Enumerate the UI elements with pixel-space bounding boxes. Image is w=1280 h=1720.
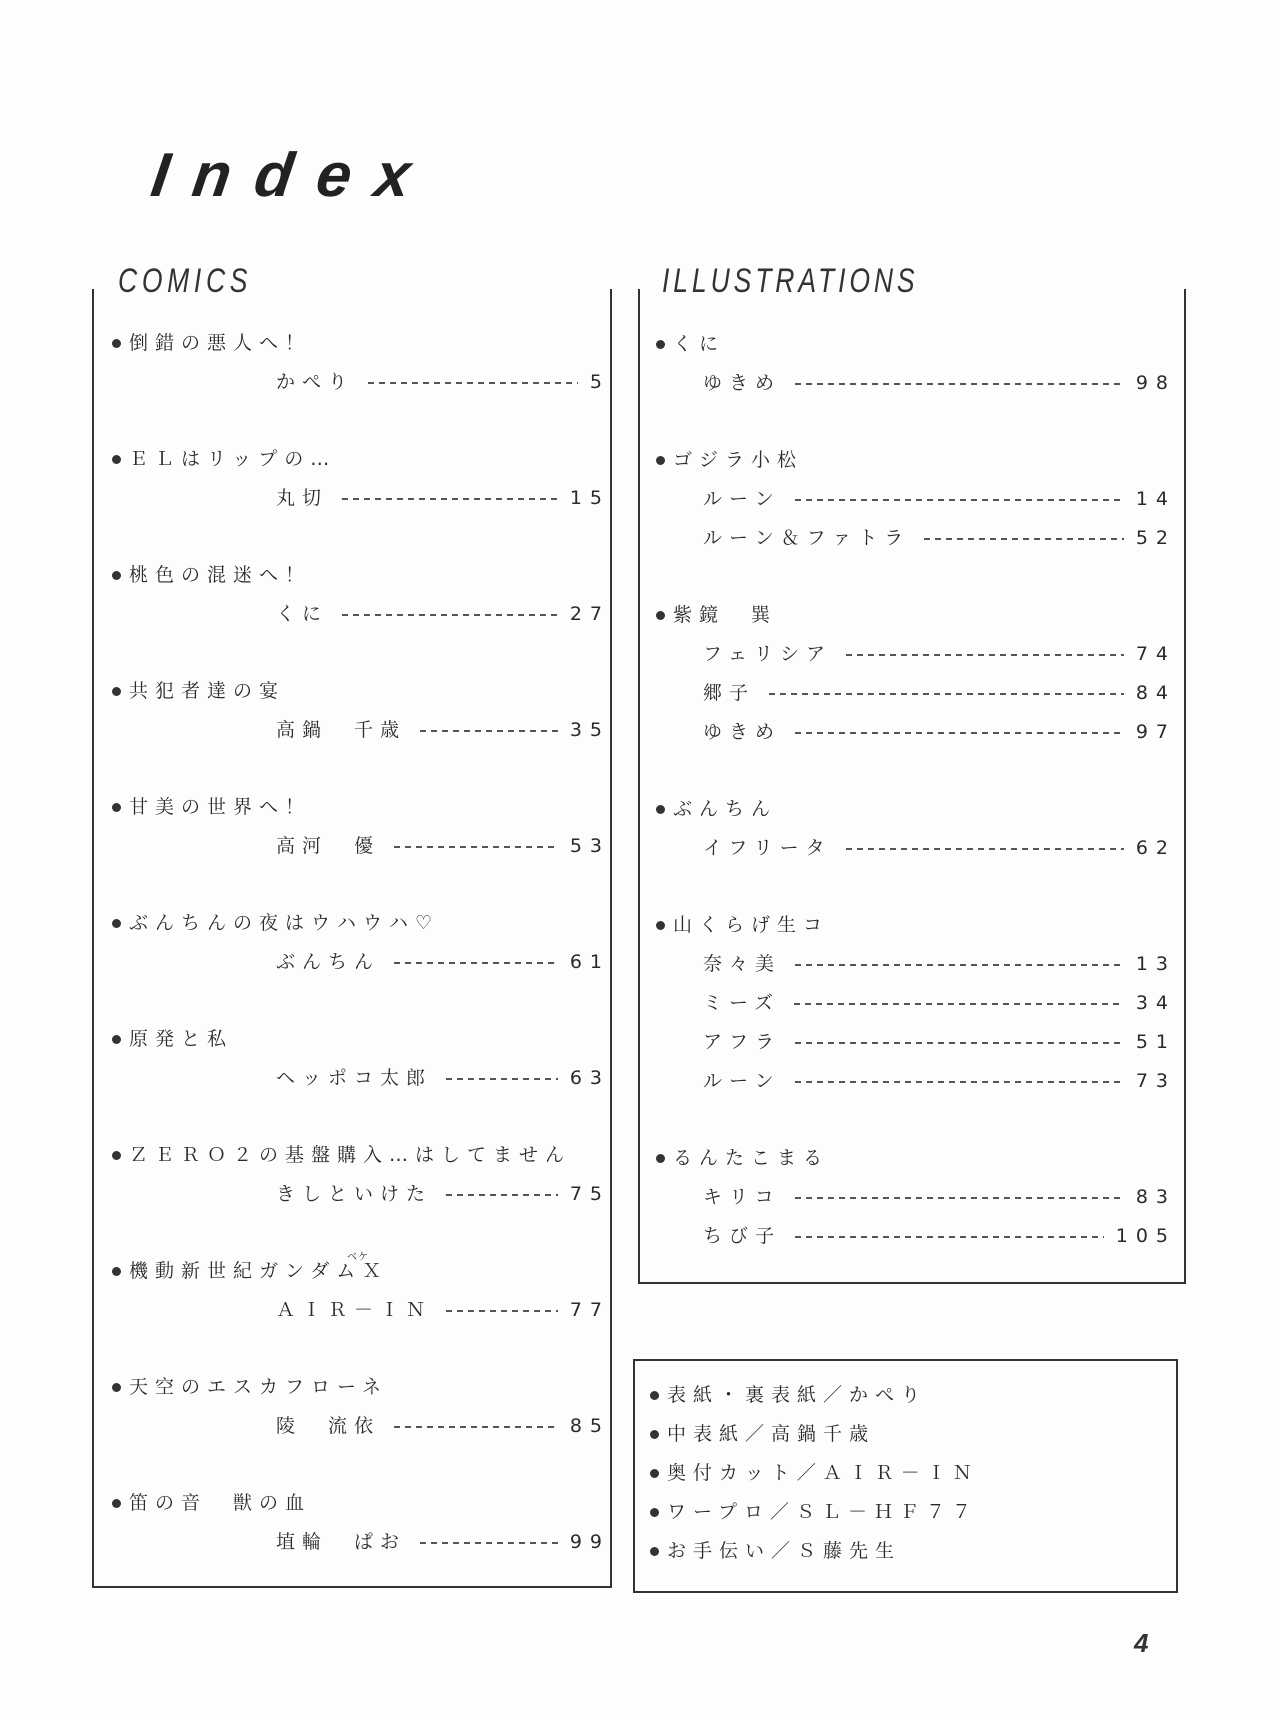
- toc-entry: [112, 1523, 610, 1562]
- bullet-icon: [112, 803, 121, 812]
- entry-name: ルーン: [703, 488, 781, 510]
- comic-title: ＥＬはリップの…: [129, 448, 337, 470]
- leader-dots: [794, 1003, 1124, 1005]
- illustration-artist-row: [656, 441, 1168, 480]
- page-ref: 98: [1135, 372, 1176, 394]
- ruby-annotation: ベケ: [347, 1252, 369, 1263]
- page-ref: 83: [1135, 1186, 1176, 1208]
- toc-entry: [112, 943, 610, 982]
- leader-dots: [342, 498, 558, 500]
- illustration-group: [656, 441, 1176, 558]
- entry-name: ミーズ: [703, 992, 781, 1014]
- entry-name: 埴輪 ぱお: [276, 1531, 407, 1553]
- page-ref: 27: [569, 603, 610, 625]
- comic-title-row: [112, 440, 602, 479]
- leader-dots: [795, 964, 1124, 966]
- bullet-icon: [656, 1154, 665, 1163]
- leader-dots: [795, 732, 1124, 734]
- bullet-icon: [650, 1469, 659, 1478]
- bullet-icon: [112, 339, 121, 348]
- credits-list: [650, 1376, 979, 1571]
- comic-entry: [112, 1368, 610, 1446]
- entry-name: かぺり: [276, 371, 355, 393]
- comic-title-row: [112, 1020, 602, 1059]
- leader-dots: [795, 1197, 1124, 1199]
- entry-name: フェリシア: [703, 643, 833, 665]
- bullet-icon: [656, 611, 665, 620]
- entry-name: くに: [276, 603, 329, 625]
- illustration-artist: くに: [673, 333, 726, 355]
- leader-dots: [420, 730, 558, 732]
- page-ref: 75: [569, 1183, 610, 1205]
- comic-entry: [112, 440, 610, 518]
- entry-name: 奈々美: [703, 953, 782, 975]
- entry-name: アフラ: [703, 1031, 782, 1053]
- illustration-artist: 山くらげ生コ: [673, 914, 830, 936]
- toc-entry: [656, 674, 1176, 713]
- credit-text: 中表紙／高鍋千歳: [667, 1423, 876, 1445]
- entry-name: キリコ: [703, 1186, 781, 1208]
- entry-name: ぶんちん: [276, 951, 381, 973]
- leader-dots: [394, 846, 558, 848]
- credit-text: 表紙・裏表紙／かぺり: [667, 1384, 928, 1406]
- leader-dots: [368, 382, 578, 384]
- comic-title: ＺＥＲＯ２の基盤購入…はしてません: [129, 1144, 572, 1166]
- comic-title-row: [112, 1484, 602, 1523]
- page-number: 4: [1134, 1628, 1149, 1658]
- illustration-artist: 紫鏡 巽: [673, 604, 778, 626]
- illustration-artist-row: [656, 790, 1168, 829]
- leader-dots: [342, 614, 558, 616]
- bullet-icon: [112, 1035, 121, 1044]
- leader-dots: [846, 848, 1124, 850]
- comic-title-row: [112, 1368, 602, 1407]
- entry-name: きしといけた: [276, 1183, 433, 1205]
- illustration-artist-row: [656, 906, 1168, 945]
- leader-dots: [420, 1542, 558, 1544]
- illustration-group: [656, 1139, 1176, 1256]
- comic-title-row: [112, 904, 602, 943]
- comic-entry: [112, 672, 610, 750]
- bullet-icon: [656, 340, 665, 349]
- comic-title: 原発と私: [129, 1028, 234, 1050]
- toc-entry: [112, 711, 610, 750]
- comic-title: 倒錯の悪人へ！: [129, 332, 312, 354]
- toc-entry: [112, 363, 610, 402]
- comic-title: 天空のエスカフローネ: [129, 1376, 389, 1398]
- page-ref: 62: [1135, 837, 1176, 859]
- page-ref: 84: [1135, 682, 1176, 704]
- entry-name: イフリータ: [703, 837, 832, 859]
- toc-entry: [656, 635, 1176, 674]
- entry-name: ゆきめ: [703, 721, 782, 743]
- page-ref: 97: [1135, 721, 1176, 743]
- entry-name: ヘッポコ太郎: [276, 1067, 433, 1089]
- comic-title-row: [112, 556, 602, 595]
- credit-item: [650, 1415, 979, 1454]
- entry-name: 郷子: [703, 682, 756, 704]
- comic-entry: [112, 1252, 610, 1330]
- page-ref: 52: [1135, 527, 1176, 549]
- toc-entry: [656, 1178, 1176, 1217]
- illustration-group: [656, 596, 1176, 752]
- illustration-group: [656, 325, 1176, 403]
- toc-entry: [656, 945, 1176, 984]
- leader-dots: [446, 1310, 558, 1312]
- page-ref: 61: [569, 951, 610, 973]
- index-title: Index: [147, 141, 439, 210]
- toc-entry: [656, 519, 1176, 558]
- credit-item: [650, 1454, 979, 1493]
- toc-entry: [656, 480, 1176, 519]
- page-ref: 14: [1135, 488, 1176, 510]
- page-ref: 63: [569, 1067, 610, 1089]
- illustration-artist-row: [656, 596, 1168, 635]
- credit-text: 奥付カット／ＡＩＲ－ＩＮ: [667, 1462, 979, 1484]
- toc-entry: [112, 595, 610, 634]
- leader-dots: [795, 1081, 1124, 1083]
- comic-title: 共犯者達の宴: [129, 680, 286, 702]
- toc-entry: [656, 984, 1176, 1023]
- bullet-icon: [112, 687, 121, 696]
- bullet-icon: [650, 1508, 659, 1517]
- leader-dots: [924, 538, 1124, 540]
- comic-entry: [112, 1136, 610, 1214]
- toc-entry: [656, 1217, 1176, 1256]
- entry-name: ゆきめ: [703, 372, 782, 394]
- entry-name: 高鍋 千歳: [276, 719, 407, 741]
- comic-title: 笛の音 獣の血: [129, 1492, 312, 1514]
- entry-name: 陵 流依: [276, 1415, 381, 1437]
- toc-entry: [112, 1175, 610, 1214]
- illustration-artist: ゴジラ小松: [673, 449, 804, 471]
- bullet-icon: [112, 571, 121, 580]
- page-ref: 13: [1135, 953, 1176, 975]
- illustrations-list: [656, 325, 1176, 1294]
- leader-dots: [795, 1042, 1124, 1044]
- illustration-artist-row: [656, 325, 1168, 364]
- credit-text: ワープロ／ＳＬ－ＨＦ７７: [667, 1501, 979, 1523]
- leader-dots: [394, 962, 558, 964]
- page-ref: 15: [569, 487, 610, 509]
- bullet-icon: [650, 1391, 659, 1400]
- leader-dots: [795, 1236, 1104, 1238]
- toc-entry: [656, 829, 1176, 868]
- bullet-icon: [112, 455, 121, 464]
- bullet-icon: [112, 919, 121, 928]
- entry-name: 高河 優: [276, 835, 381, 857]
- comic-title-row: [112, 672, 602, 711]
- toc-entry: [112, 1059, 610, 1098]
- comic-entry: [112, 324, 610, 402]
- leader-dots: [769, 693, 1124, 695]
- illustration-artist: るんたこまる: [673, 1147, 830, 1169]
- comic-title: 機動新世紀ガンダムＸ: [129, 1260, 389, 1282]
- comic-title: 桃色の混迷へ！: [129, 564, 312, 586]
- page-ref: 34: [1135, 992, 1176, 1014]
- comic-title-row: [112, 1252, 602, 1291]
- entry-name: ちび子: [703, 1225, 782, 1247]
- toc-entry: [112, 1407, 610, 1446]
- leader-dots: [795, 499, 1124, 501]
- bullet-icon: [650, 1547, 659, 1556]
- bullet-icon: [656, 921, 665, 930]
- page-ref: 73: [1135, 1070, 1176, 1092]
- comics-heading: COMICS: [118, 262, 257, 301]
- leader-dots: [446, 1078, 558, 1080]
- bullet-icon: [112, 1383, 121, 1392]
- page-ref: 5: [589, 371, 610, 393]
- illustration-group: [656, 790, 1176, 868]
- page-ref: 99: [569, 1531, 610, 1553]
- comic-entry: [112, 1020, 610, 1098]
- toc-entry: [656, 364, 1176, 403]
- leader-dots: [394, 1426, 558, 1428]
- credit-item: [650, 1532, 979, 1571]
- page-ref: 85: [569, 1415, 610, 1437]
- illustration-group: [656, 906, 1176, 1101]
- credit-item: [650, 1493, 979, 1532]
- comic-title-row: [112, 1136, 602, 1175]
- comic-entry: [112, 788, 610, 866]
- bullet-icon: [112, 1267, 121, 1276]
- toc-entry: [112, 1291, 610, 1330]
- comic-title-row: [112, 324, 602, 363]
- page-ref: 74: [1135, 643, 1176, 665]
- credit-text: お手伝い／Ｓ藤先生: [667, 1540, 902, 1562]
- leader-dots: [446, 1194, 558, 1196]
- comic-title: ぶんちんの夜はウハウハ♡: [129, 912, 440, 934]
- entry-name: ＡＩＲ－ＩＮ: [276, 1299, 433, 1321]
- entry-name: ルーン: [703, 1070, 781, 1092]
- toc-entry: [112, 479, 610, 518]
- comic-entry: [112, 1484, 610, 1562]
- illustrations-heading: ILLUSTRATIONS: [662, 262, 923, 301]
- page-ref: 53: [569, 835, 610, 857]
- toc-entry: [656, 1062, 1176, 1101]
- bullet-icon: [112, 1499, 121, 1508]
- page-ref: 105: [1115, 1225, 1176, 1247]
- bullet-icon: [112, 1151, 121, 1160]
- bullet-icon: [656, 456, 665, 465]
- comic-entry: [112, 904, 610, 982]
- leader-dots: [846, 654, 1124, 656]
- comic-title-row: [112, 788, 602, 827]
- comics-list: [112, 324, 610, 1600]
- page-ref: 35: [569, 719, 610, 741]
- bullet-icon: [650, 1430, 659, 1439]
- entry-name: 丸切: [276, 487, 329, 509]
- comic-entry: [112, 556, 610, 634]
- page-ref: 51: [1135, 1031, 1176, 1053]
- page-ref: 77: [569, 1299, 610, 1321]
- toc-entry: [656, 1023, 1176, 1062]
- toc-entry: [112, 827, 610, 866]
- toc-entry: [656, 713, 1176, 752]
- illustration-artist: ぶんちん: [673, 798, 778, 820]
- illustration-artist-row: [656, 1139, 1168, 1178]
- leader-dots: [795, 383, 1124, 385]
- credit-item: [650, 1376, 979, 1415]
- bullet-icon: [656, 805, 665, 814]
- entry-name: ルーン＆ファトラ: [703, 527, 911, 549]
- comic-title: 甘美の世界へ！: [129, 796, 312, 818]
